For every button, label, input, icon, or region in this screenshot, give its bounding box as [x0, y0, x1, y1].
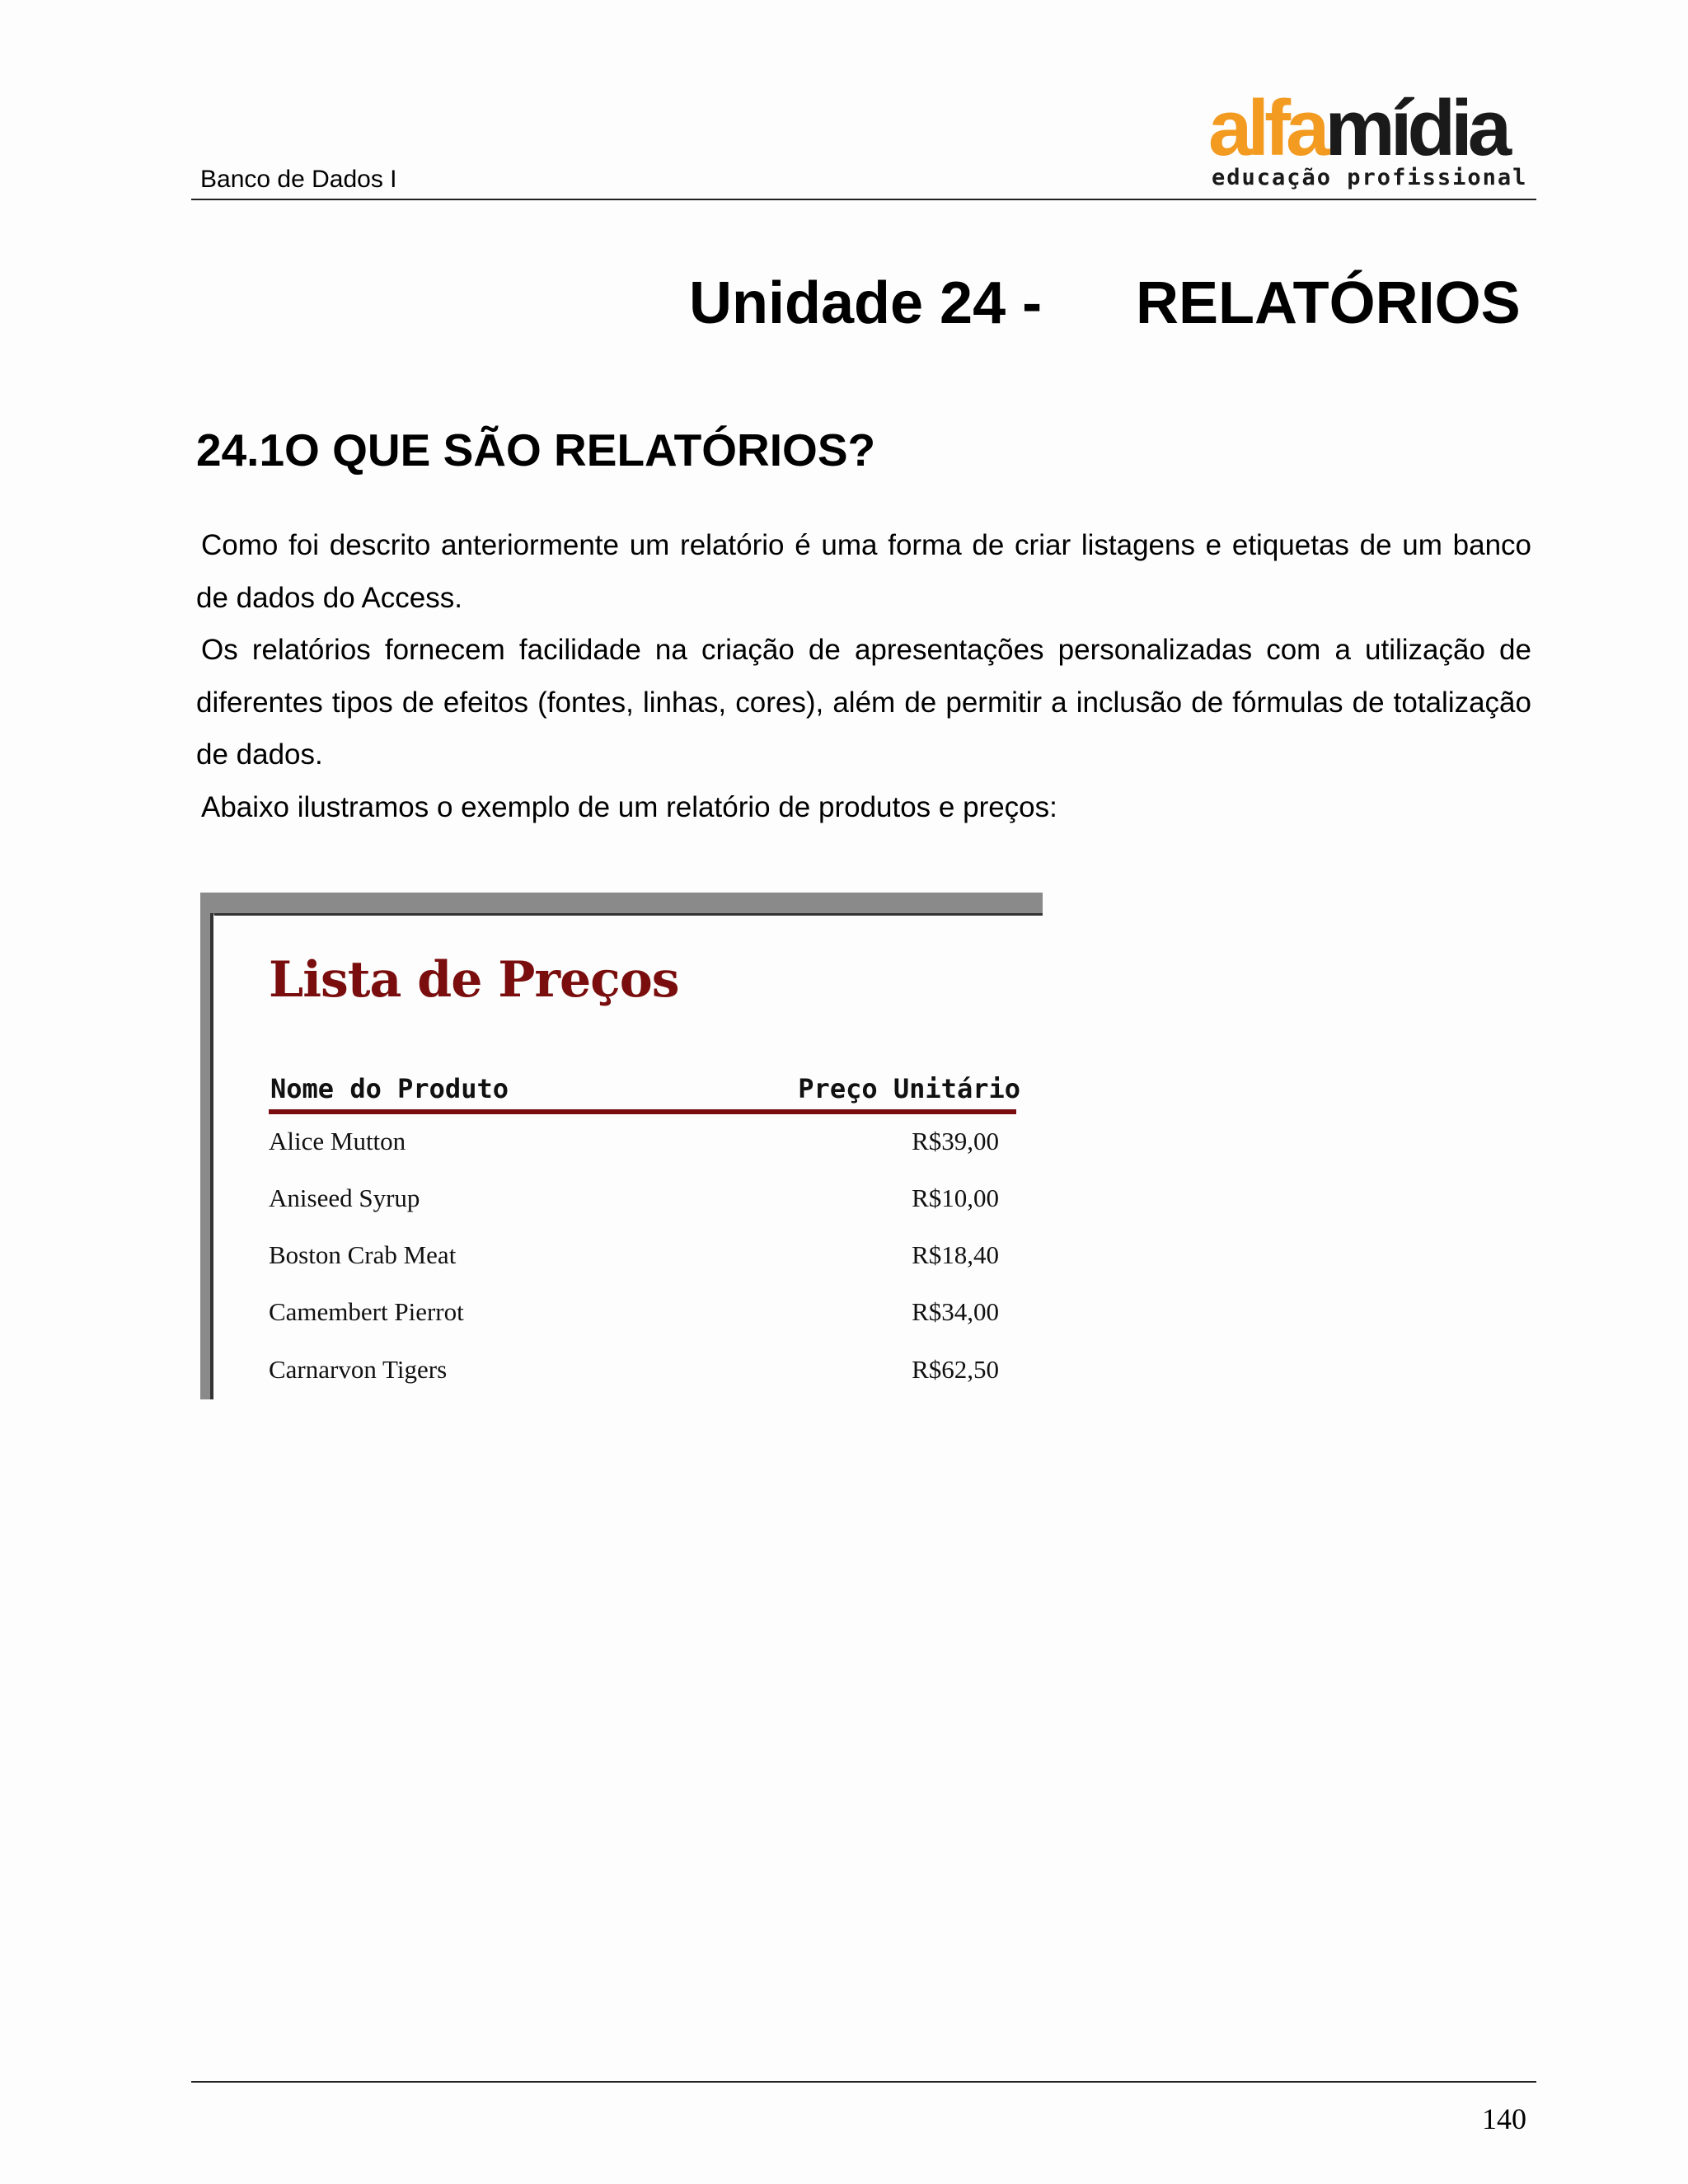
report-frame-top — [200, 893, 1043, 915]
paragraph: Como foi descrito anteriormente um relatório é uma forma de criar listagens e etiquetas de um banco de dados do Access. — [196, 529, 1531, 614]
chapter-name: RELATÓRIOS — [1136, 270, 1521, 336]
product-name: Boston Crab Meat — [269, 1240, 457, 1269]
product-name: Alice Mutton — [269, 1127, 406, 1155]
product-price: R$34,00 — [912, 1297, 999, 1326]
report-frame-left-edge — [210, 913, 213, 1399]
report-frame-top-edge — [214, 913, 1043, 916]
document-title: Banco de Dados I — [200, 166, 397, 193]
report-title: Lista de Preços — [269, 951, 679, 1009]
paragraph: Abaixo ilustramos o exemplo de um relatório de produtos e preços: — [201, 790, 1057, 823]
logo-word-alfa: alfa — [1208, 84, 1325, 172]
table-row — [269, 1182, 999, 1215]
footer-divider — [191, 2081, 1536, 2083]
logo-wordmark — [1208, 84, 1507, 172]
product-price: R$62,50 — [912, 1355, 999, 1384]
product-price: R$39,00 — [912, 1127, 999, 1155]
product-name: Aniseed Syrup — [269, 1183, 420, 1212]
paragraph: Os relatórios fornecem facilidade na criação de apresentações personalizadas com a utilização de diferentes tipos de efeitos (fontes, linhas, cores), além de permitir a inclusão de fórmulas de totalização de dados. — [196, 634, 1531, 771]
product-price: R$10,00 — [912, 1183, 999, 1212]
column-header-name: Nome do Produto — [270, 1073, 509, 1104]
table-row — [269, 1125, 999, 1158]
product-price: R$18,40 — [912, 1240, 999, 1269]
section-title: 24.1O QUE SÃO RELATÓRIOS? — [196, 424, 876, 476]
table-row — [269, 1353, 999, 1386]
logo-tagline: educação profissional — [1212, 165, 1528, 190]
logo-word-midia: mídia — [1325, 84, 1507, 172]
column-header-price: Preço Unitário — [798, 1073, 1020, 1104]
page-number: 140 — [1482, 2102, 1526, 2135]
column-header-rule — [269, 1109, 1016, 1114]
header-divider — [191, 199, 1536, 200]
chapter-number: Unidade 24 - — [689, 270, 1043, 336]
report-screenshot — [200, 893, 1043, 1399]
product-name: Camembert Pierrot — [269, 1297, 464, 1326]
table-row — [269, 1239, 999, 1272]
body-text — [196, 519, 1531, 834]
product-name: Carnarvon Tigers — [269, 1355, 448, 1384]
alfamidia-logo — [1208, 84, 1530, 193]
table-row — [269, 1296, 999, 1329]
